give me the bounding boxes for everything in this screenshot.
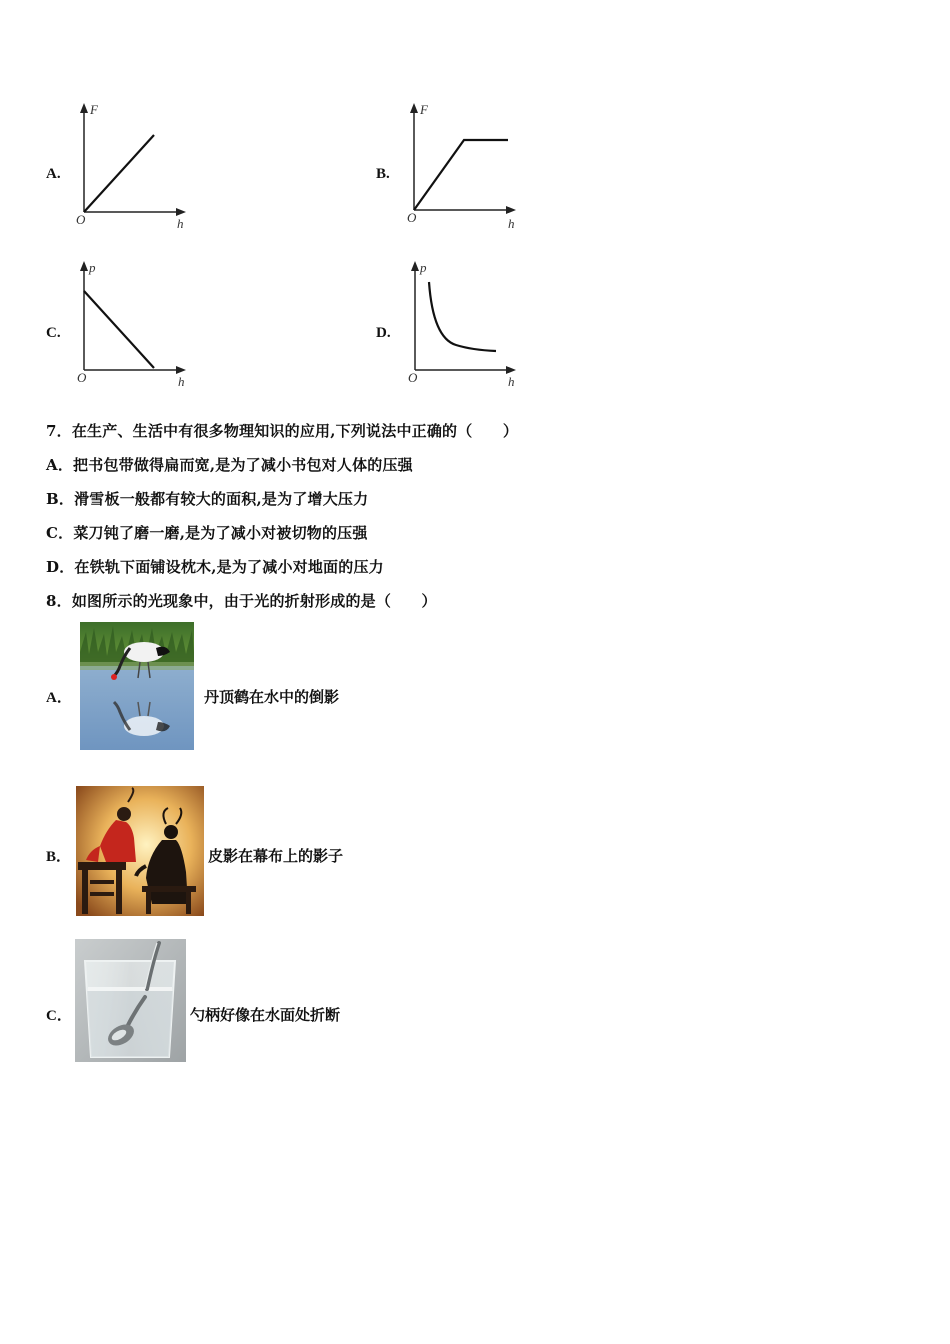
q8-caption-a: 丹顶鹤在水中的倒影 bbox=[204, 688, 340, 706]
graph-curve bbox=[429, 282, 496, 351]
graph-a bbox=[70, 100, 200, 235]
graph-curve bbox=[84, 291, 154, 368]
y-arrow-icon bbox=[410, 103, 418, 113]
y-axis-label: F bbox=[420, 102, 428, 117]
y-axis-label: p bbox=[89, 260, 96, 275]
question-8-stem: 8．如图所示的光现象中，由于光的折射形成的是（ ） bbox=[46, 592, 437, 610]
option-text: 把书包带做得扁而宽,是为了减小书包对人体的压强 bbox=[73, 456, 413, 474]
crane-reflection-photo bbox=[80, 622, 194, 750]
origin-label: O bbox=[76, 212, 86, 227]
option-letter: B． bbox=[46, 490, 75, 508]
option-letter: D． bbox=[46, 558, 75, 576]
x-axis-label: h bbox=[177, 216, 184, 231]
origin-label: O bbox=[77, 370, 87, 385]
question-7-option-a bbox=[46, 454, 413, 475]
graph-d bbox=[400, 258, 530, 393]
graph-curve bbox=[414, 140, 508, 210]
shadow-puppet-photo bbox=[76, 786, 204, 916]
origin-label: O bbox=[408, 370, 418, 385]
x-axis-label: h bbox=[508, 216, 515, 231]
option-text: 滑雪板一般都有较大的面积,是为了增大压力 bbox=[74, 490, 369, 508]
y-arrow-icon bbox=[80, 103, 88, 113]
x-arrow-icon bbox=[176, 366, 186, 374]
q8-caption-c: 勺柄好像在水面处折断 bbox=[190, 1006, 341, 1024]
x-arrow-icon bbox=[506, 366, 516, 374]
option-letter-c: C. bbox=[46, 325, 61, 341]
option-text: 菜刀钝了磨一磨,是为了减小对被切物的压强 bbox=[73, 524, 368, 542]
q8-caption-b: 皮影在幕布上的影子 bbox=[208, 847, 344, 865]
y-arrow-icon bbox=[80, 261, 88, 271]
graph-curve bbox=[84, 135, 154, 212]
graph-b bbox=[400, 100, 530, 235]
x-arrow-icon bbox=[506, 206, 516, 214]
question-7-option-b bbox=[46, 488, 368, 509]
y-arrow-icon bbox=[411, 261, 419, 271]
x-arrow-icon bbox=[176, 208, 186, 216]
option-letter: A． bbox=[46, 456, 74, 474]
q8-option-letter-b: B． bbox=[46, 849, 72, 865]
q8-option-letter-c: C． bbox=[46, 1008, 72, 1024]
option-letter-d: D. bbox=[376, 325, 391, 341]
option-letter: C． bbox=[46, 524, 74, 542]
origin-label: O bbox=[407, 210, 417, 225]
question-7-option-d bbox=[46, 556, 384, 577]
option-letter-b: B. bbox=[376, 166, 390, 182]
y-axis-label: F bbox=[90, 102, 98, 117]
x-axis-label: h bbox=[178, 374, 185, 389]
question-7-stem: 7．在生产、生活中有很多物理知识的应用,下列说法中正确的（ ） bbox=[46, 422, 519, 440]
graph-c bbox=[70, 258, 200, 393]
option-text: 在铁轨下面铺设枕木,是为了减小对地面的压力 bbox=[74, 558, 384, 576]
q8-option-letter-a: A． bbox=[46, 690, 72, 706]
spoon-in-water-photo bbox=[75, 939, 186, 1062]
option-letter-a: A. bbox=[46, 166, 61, 182]
x-axis-label: h bbox=[508, 374, 515, 389]
question-7-option-c bbox=[46, 522, 368, 543]
y-axis-label: p bbox=[420, 260, 427, 275]
